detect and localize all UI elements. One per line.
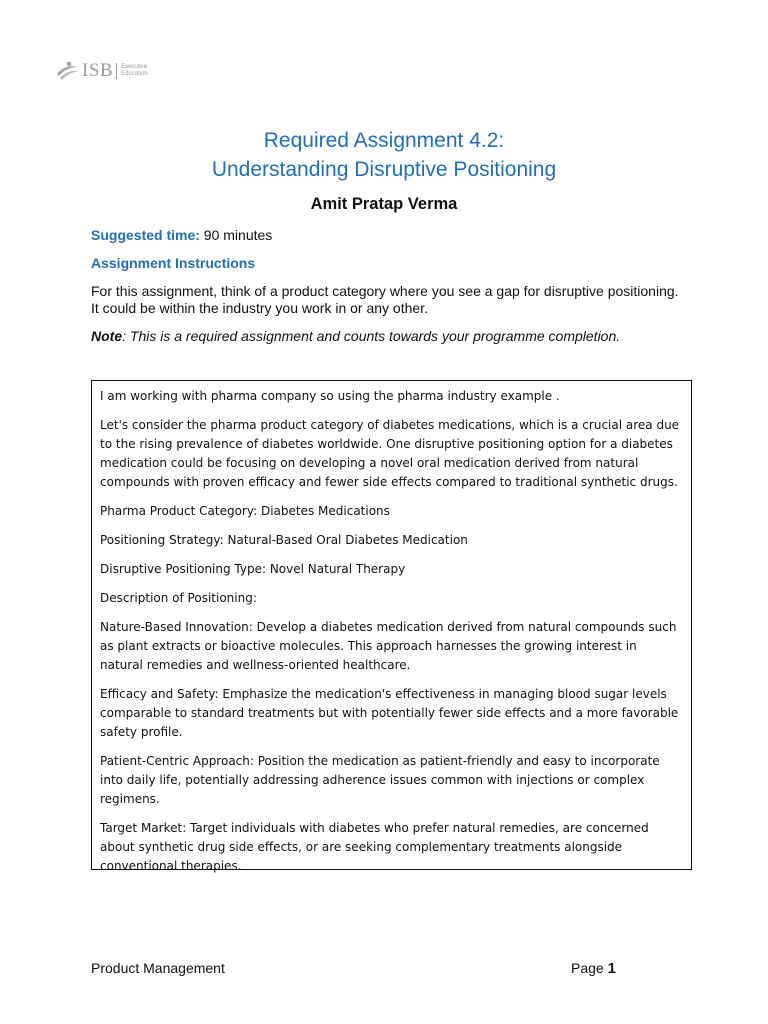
note-label: Note: [91, 328, 123, 344]
logo-divider: [116, 63, 117, 79]
isb-swoosh-icon: [54, 58, 80, 84]
suggested-time-value: 90 minutes: [199, 227, 273, 243]
answer-paragraph: Patient-Centric Approach: Position the medication as patient-friendly and easy to incorporate into daily life, potentially addressing adherence issues common with injections or complex regimens.: [100, 754, 660, 806]
instructions-line-2: It could be within the industry you work in or any other.: [91, 300, 428, 316]
answer-paragraph: Efficacy and Safety: Emphasize the medication's effectiveness in managing blood sugar levels comparable to standard treatments but with potentially fewer side effects and a more favorable safety profile.: [100, 687, 679, 739]
suggested-time-label: Suggested time:: [91, 227, 200, 243]
footer-course-name: Product Management: [91, 960, 225, 976]
suggested-time: [91, 227, 272, 244]
footer-page-number: [571, 960, 616, 977]
title-line-2: Understanding Disruptive Positioning: [211, 158, 557, 181]
isb-logo: [54, 58, 148, 84]
answer-paragraph: Disruptive Positioning Type: Novel Natural Therapy: [100, 562, 406, 576]
answer-paragraph: I am working with pharma company so using the pharma industry example .: [100, 389, 560, 403]
instructions-text: [91, 283, 691, 317]
author-name: Amit Pratap Verma: [310, 195, 458, 213]
logo-subtitle: [121, 64, 148, 78]
page-number: 1: [607, 960, 616, 977]
instructions-line-1: For this assignment, think of a product category where you see a gap for disruptive positioning.: [91, 283, 679, 299]
answer-paragraph: Positioning Strategy: Natural-Based Oral Diabetes Medication: [100, 533, 468, 547]
logo-wordmark: ISB: [82, 60, 114, 81]
note: [91, 328, 620, 345]
answer-paragraph: Let's consider the pharma product category of diabetes medications, which is a crucial area due to the rising prevalence of diabetes worldwide. One disruptive positioning option for a diabetes medication could be focusing on developing a novel oral medication derived from natural compounds with proven efficacy and fewer side effects compared to traditional synthetic drugs.: [100, 418, 680, 489]
logo-subtitle-line-2: Education: [121, 71, 148, 77]
answer-box: [91, 380, 692, 873]
answer-paragraph: Nature-Based Innovation: Develop a diabetes medication derived from natural compounds such as plant extracts or bioactive molecules. This approach harnesses the growing interest in natural remedies and wellness-oriented healthcare.: [100, 620, 677, 672]
answer-paragraph: Pharma Product Category: Diabetes Medications: [100, 504, 390, 518]
logo-subtitle-line-1: Executive: [121, 64, 148, 70]
instructions-heading: Assignment Instructions: [91, 255, 256, 271]
page-label: Page: [571, 960, 608, 976]
answer-paragraph: Target Market: Target individuals with diabetes who prefer natural remedies, are concerned about synthetic drug side effects, or are seeking complementary treatments alongside conventional therapies.: [100, 821, 649, 873]
note-text: : This is a required assignment and counts towards your programme completion.: [122, 328, 621, 344]
answer-paragraph: Description of Positioning:: [100, 591, 257, 605]
page-title: [0, 126, 768, 184]
title-line-1: Required Assignment 4.2:: [263, 129, 505, 152]
